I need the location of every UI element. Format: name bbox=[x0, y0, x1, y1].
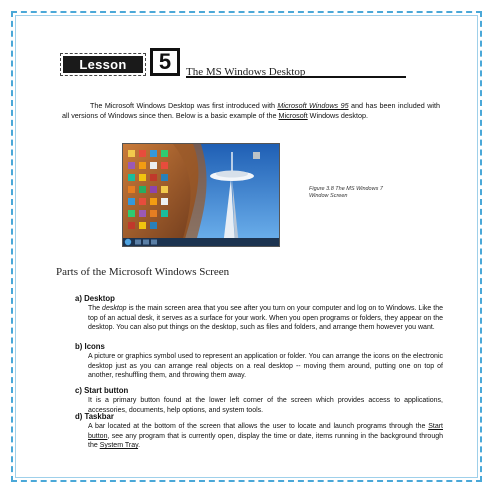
start-orb-icon bbox=[125, 239, 131, 245]
figure-caption bbox=[309, 186, 409, 200]
item-heading: b) Icons bbox=[75, 342, 105, 351]
list-item-start-button bbox=[75, 386, 443, 415]
item-text-part: is the main screen area that you see after you turn on your computer and log on to Windows. Like the top of an actual desk, it serves as a surface for your work. When you open programs or folders, they appear on the desktop. You can also put things on the desktop, such as files and folders, and arrange them however you want. bbox=[88, 305, 443, 331]
item-text-part: . bbox=[138, 442, 141, 449]
lesson-badge bbox=[60, 53, 146, 76]
item-text bbox=[75, 422, 443, 451]
intro-text-3: Windows desktop. bbox=[307, 111, 369, 120]
item-text-part: The bbox=[88, 305, 103, 312]
list-item-desktop bbox=[75, 294, 443, 333]
windows95-link[interactable]: Microsoft Windows 95 bbox=[277, 101, 349, 110]
windows7-desktop-image bbox=[122, 143, 280, 247]
lesson-title: The MS Windows Desktop bbox=[186, 66, 306, 78]
title-rule bbox=[186, 76, 406, 78]
list-item-taskbar bbox=[75, 412, 443, 451]
item-text-part: , see any program that is currently open, display the time or date, items running in the background through the bbox=[88, 432, 443, 449]
figure-caption-line1: Figure 3.8 The MS Windows 7 bbox=[309, 186, 383, 192]
item-text bbox=[75, 304, 443, 333]
lesson-label: Lesson bbox=[63, 56, 143, 73]
item-heading: d) Taskbar bbox=[75, 412, 114, 421]
lesson-number: 5 bbox=[150, 48, 180, 76]
microsoft-link[interactable]: Microsoft bbox=[278, 111, 308, 120]
section-heading: Parts of the Microsoft Windows Screen bbox=[56, 266, 230, 278]
item-text: It is a primary button found at the lower left corner of the screen which provides access to applications, accessories, documents, help options, and system tools. bbox=[88, 397, 443, 414]
intro-text-2: and has been included with all versions of Windows since then. Below is a basic example of the bbox=[62, 101, 440, 120]
item-text: A picture or graphics symbol used to represent an application or folder. You can arrange the icons on the electronic desktop just as you can arrange real objects on a real desktop -- moving them around, putting one on top of another, reshuffling them, and throwing them away. bbox=[88, 353, 443, 379]
intro-text-1: The Microsoft Windows Desktop was first introduced with bbox=[90, 101, 278, 110]
item-heading: a) Desktop bbox=[75, 294, 115, 303]
start-button-link[interactable]: Start button bbox=[88, 423, 443, 440]
item-text-part: A bar located at the bottom of the screen that allows the user to locate and launch programs through the bbox=[88, 423, 429, 430]
system-tray-link[interactable]: System Tray bbox=[99, 442, 139, 449]
item-text-italic: desktop bbox=[102, 305, 127, 312]
list-item-icons bbox=[75, 342, 443, 381]
figure-caption-line2: Window Screen bbox=[309, 193, 348, 199]
intro-paragraph bbox=[62, 101, 440, 121]
item-heading: c) Start button bbox=[75, 386, 129, 395]
